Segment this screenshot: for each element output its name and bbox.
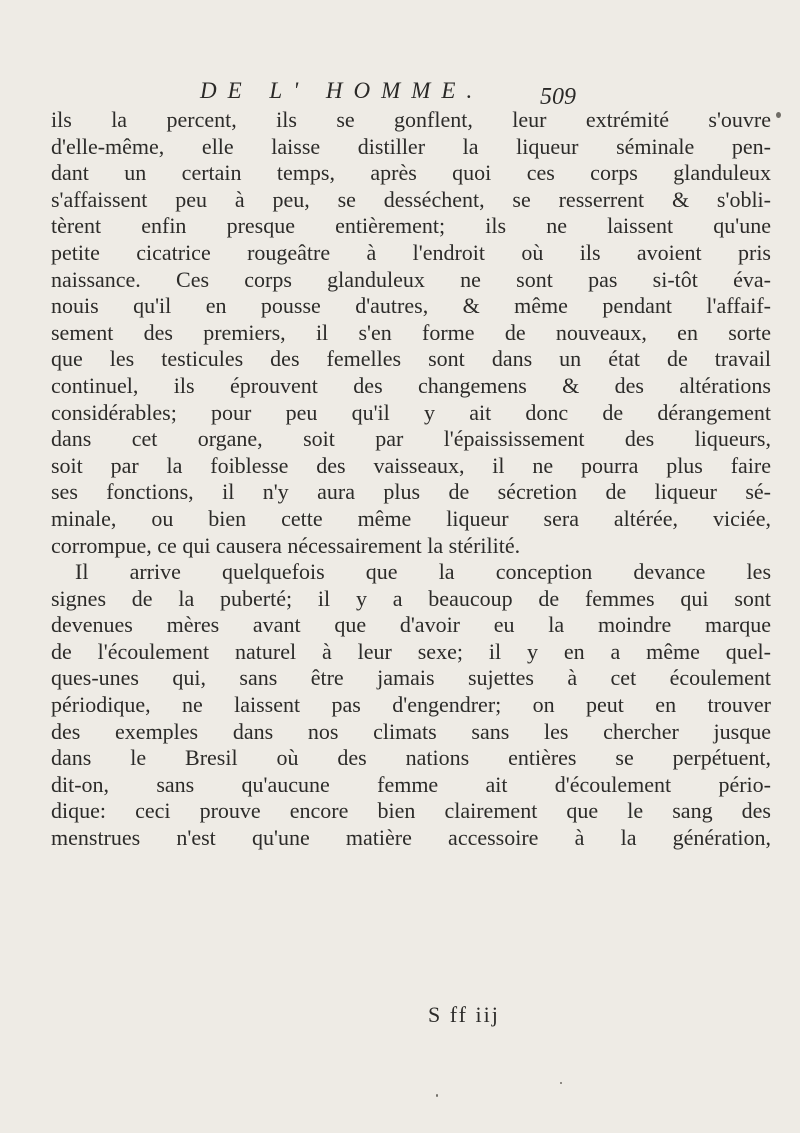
text-line: minale, ou bien cette même liqueur sera altérée, viciée, <box>51 505 771 531</box>
paragraph-start-line: Il arrive quelquefois que la conception devance les <box>75 559 771 585</box>
text-line: de l'écoulement naturel à leur sexe; il y en a même quel- <box>51 638 771 664</box>
text-line: d'elle-même, elle laisse distiller la liqueur séminale pen- <box>51 133 771 159</box>
text-line: périodique, ne laissent pas d'engendrer; on peut en trouver <box>51 692 771 718</box>
text-line: dit-on, sans qu'aucune femme ait d'écoulement pério- <box>51 771 771 797</box>
text-line: que les testicules des femelles sont dans un état de travail <box>51 346 771 372</box>
page-number: 509 <box>540 84 576 110</box>
text-line: nouis qu'il en pousse d'autres, & même pendant l'affaif- <box>51 293 771 319</box>
signature-mark: S ff iij <box>428 1002 500 1027</box>
text-line: sement des premiers, il s'en forme de nouveaux, en sorte <box>51 319 771 345</box>
text-line: signes de la puberté; il y a beaucoup de femmes qui sont <box>51 585 771 611</box>
text-line: petite cicatrice rougeâtre à l'endroit où ils avoient pris <box>51 239 771 265</box>
text-line: dans cet organe, soit par l'épaississement des liqueurs, <box>51 426 771 452</box>
text-line: ils la percent, ils se gonflent, leur extrémité s'ouvre <box>51 107 771 132</box>
text-line: naissance. Ces corps glanduleux ne sont pas si-tôt éva- <box>51 266 771 292</box>
text-line: soit par la foiblesse des vaisseaux, il ne pourra plus faire <box>51 452 771 478</box>
text-line: menstrues n'est qu'une matière accessoire à la génération, <box>51 825 771 851</box>
text-line: ques-unes qui, sans être jamais sujettes à cet écoulement <box>51 665 771 691</box>
text-line: tèrent enfin presque entièrement; ils ne laissent qu'une <box>51 213 771 239</box>
text-line: dant un certain temps, après quoi ces corps glanduleux <box>51 160 771 186</box>
text-line: corrompue, ce qui causera nécessairement la stérilité. <box>51 532 521 558</box>
text-line: devenues mères avant que d'avoir eu la moindre marque <box>51 612 771 638</box>
text-line: des exemples dans nos climats sans les chercher jusque <box>51 718 771 744</box>
paper-speck <box>776 112 781 118</box>
running-title: DE L' HOMME. <box>200 78 484 103</box>
text-line: s'affaissent peu à peu, se desséchent, se resserrent & s'obli- <box>51 186 771 212</box>
paper-speck <box>436 1094 438 1097</box>
text-line: dans le Bresil où des nations entières se perpétuent, <box>51 745 771 771</box>
text-line: ses fonctions, il n'y aura plus de sécretion de liqueur sé- <box>51 479 771 505</box>
text-line: dique: ceci prouve encore bien clairement que le sang des <box>51 798 771 824</box>
paper-speck <box>560 1082 562 1084</box>
text-line: continuel, ils éprouvent des changemens & des altérations <box>51 372 771 398</box>
body-text <box>51 107 771 852</box>
text-line: considérables; pour peu qu'il y ait donc de dérangement <box>51 399 771 425</box>
